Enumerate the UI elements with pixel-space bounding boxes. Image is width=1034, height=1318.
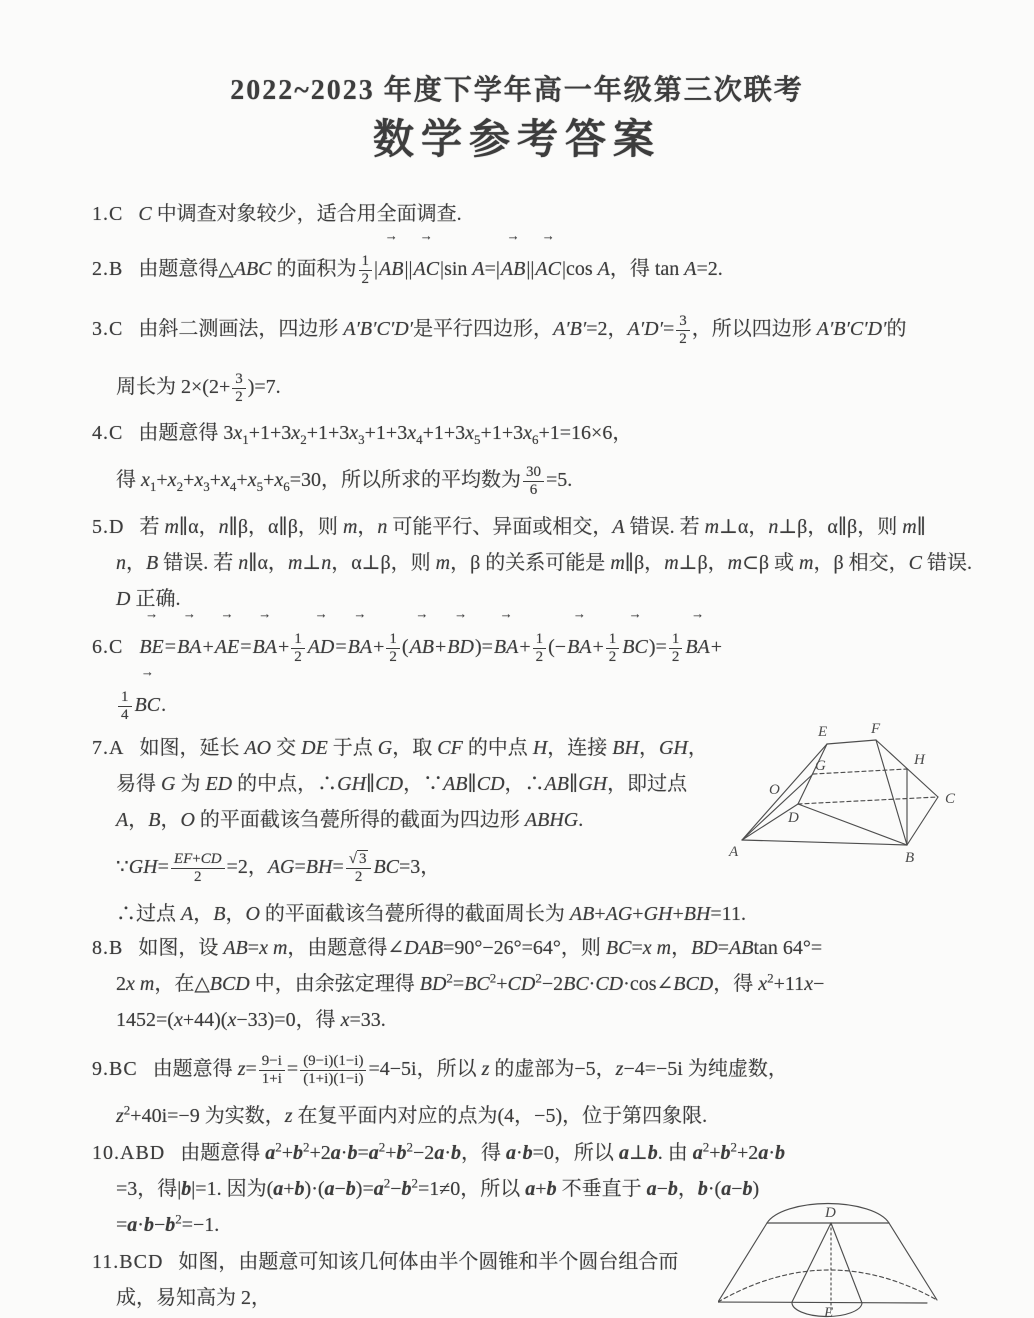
bold-vector: b xyxy=(450,1142,461,1164)
edge-BC xyxy=(907,797,938,845)
numerator: 1 xyxy=(669,631,683,649)
vector-arrow: → BA xyxy=(685,618,709,676)
numerator: EF+CD xyxy=(171,851,225,869)
bold-vector: a xyxy=(434,1142,445,1164)
answer-line: 成，易知高为 2， xyxy=(116,1287,271,1309)
vertex-label-H: H xyxy=(914,752,925,768)
bold-vector: a xyxy=(692,1142,703,1164)
fraction xyxy=(669,631,683,667)
numerator: 1 xyxy=(118,689,132,707)
vertex-label-G: G xyxy=(815,758,826,774)
answer-number: 3.C xyxy=(92,318,124,340)
numerator xyxy=(346,851,372,869)
denominator: 2 xyxy=(193,868,202,885)
vector-arrow: → AB xyxy=(410,618,434,676)
answer-item xyxy=(92,300,972,416)
subscript: 5 xyxy=(474,432,481,447)
superscript: 2 xyxy=(730,1139,738,1155)
bold-vector: b xyxy=(143,1214,154,1236)
vertex-label-F: F xyxy=(871,721,881,737)
superscript: 2 xyxy=(535,970,542,986)
cone-left-slant xyxy=(792,1223,831,1302)
numerator: 1 xyxy=(359,253,373,271)
denominator: 2 xyxy=(389,648,397,665)
figure-q11-frustum-cone xyxy=(718,1193,1028,1318)
superscript: 2 xyxy=(175,1211,182,1227)
answer-line: 1.C C 中调查对象较少，适合用全面调查. xyxy=(92,203,462,225)
superscript: 2 xyxy=(446,970,453,986)
answer-line: 8.B 如图，设 AB=x m，由题意得∠DAB=90°−26°=64°，则 BC=x m，BD=ABtan 64°= xyxy=(92,937,823,959)
answer-line: 4.C 由题意得 $3x_1+1+3x_2+1+3x_3+1+3x_4+1+3x_5+1+3x_6+1=16\times 6$， xyxy=(92,422,633,447)
answer-line: 5.D 若 m∥α，n∥β，α∥β，则 m，n 可能平行、异面或相交，A 错误. 若 m⊥α，n⊥β，α∥β，则 m∥ xyxy=(92,516,926,538)
denominator: 2 xyxy=(608,648,617,665)
bold-vector: a xyxy=(273,1178,284,1200)
answer-line: 6.C → BE=→ BA+→ AE=→ BA+ $\frac{1}{2}$ → AD=→ BA+ $\frac{1}{2}$ (→ AB+→ BD)=→ BA+ $\frac{1}{2}$ (−→ BA+ $\frac{1}{2}$ → BC)= $\frac{1}{2}$ → BA+ xyxy=(92,618,972,676)
answer-line: $z^2+40i=-9$ 为实数，z 在复平面内对应的点为(4，−5)，位于第四象限. xyxy=(116,1102,708,1127)
superscript: 2 xyxy=(767,970,774,986)
answer-item xyxy=(92,930,972,1038)
answer-line: A，B，O 的平面截该刍甍所得的截面为四边形 ABHG. xyxy=(116,809,584,831)
bold-vector: b xyxy=(546,1178,557,1200)
answer-line: $=a\cdot b-b^2=-1$. xyxy=(116,1211,220,1236)
superscript: 2 xyxy=(275,1139,282,1155)
fraction xyxy=(346,851,372,887)
radicand: 3 xyxy=(358,850,367,867)
answer-line: 3.C 由斜二测画法，四边形 A′B′C′D′是平行四边形，A′B′=2，A′D′= $\frac{3}{2}$ ，所以四边形 A′B′C′D′的 xyxy=(92,312,907,347)
answer-number: 10.ABD xyxy=(92,1142,166,1164)
subscript: 2 xyxy=(176,479,184,494)
answer-line: n，B 错误. 若 n∥α，m⊥n，α⊥β，则 m，β 的关系可能是 m∥β，m⊥β，m⊂β 或 m，β 相交，C 错误. xyxy=(116,552,972,574)
base-back-arc-dashed xyxy=(718,1270,937,1302)
fraction xyxy=(359,253,373,289)
answer-number: 7.A xyxy=(92,737,125,759)
bold-vector: b xyxy=(165,1214,176,1236)
vector-arrow: → BC xyxy=(135,676,161,734)
vector-arrow: → BA xyxy=(494,618,518,676)
edge-FB xyxy=(876,740,907,845)
answer-line: 7.A 如图，延长 AO 交 DE 于点 G，取 CF 的中点 H，连接 BH，GH， xyxy=(92,737,708,759)
fraction xyxy=(386,631,400,667)
bold-vector: a xyxy=(373,1178,384,1200)
vector-arrow: → AB xyxy=(379,240,403,298)
bold-vector: a xyxy=(127,1214,138,1236)
answer-number: 4.C xyxy=(92,422,124,444)
numerator: 30 xyxy=(523,464,544,482)
answer-line: 周长为 2×(2+ $\frac{3}{2}$ )=7. xyxy=(116,370,281,405)
superscript: 2 xyxy=(411,1175,419,1191)
denominator: 2 xyxy=(361,270,370,287)
bold-vector: b xyxy=(401,1178,412,1200)
superscript: 2 xyxy=(702,1139,710,1155)
denominator: 2 xyxy=(294,648,302,665)
numerator: 3 xyxy=(232,371,246,389)
vertex-label-C: C xyxy=(945,791,956,807)
base-label-E: E xyxy=(824,1305,834,1318)
answer-item xyxy=(92,415,972,509)
vertex-label-O: O xyxy=(769,782,780,798)
bold-vector: a xyxy=(265,1142,276,1164)
vector-arrow: → AE xyxy=(215,618,239,676)
bold-vector: a xyxy=(330,1142,341,1164)
answer-line: 得 $x_1+x_2+x_3+x_4+x_5+x_6=30$，所以所求的平均数为 $\frac{30}{6}$ =5. xyxy=(116,463,573,498)
answer-line: 2.B 由题意得△ABC 的面积为 $\frac{1}{2}$ |→ AB||→ AC|sin A=|→ AB||→ AC|cos A，得 tan A=2. xyxy=(92,240,972,298)
numerator: 1 xyxy=(291,631,305,649)
fraction xyxy=(523,464,544,500)
bold-vector: b xyxy=(181,1178,192,1200)
fraction xyxy=(606,631,620,667)
answer-line: 2x m，在△BCD 中，由余弦定理得 $BD^2=BC^2+CD^2-2BC\cdot CD\cdot\cos\angle BCD$，得 $x^2+11x-$ xyxy=(116,970,825,995)
vector-arrow: → BA xyxy=(567,618,591,676)
cone-right-slant xyxy=(831,1223,862,1303)
subscript: 4 xyxy=(229,479,237,494)
figure-q7-solid xyxy=(725,712,965,867)
vector-arrow: → AD xyxy=(308,618,335,676)
bold-vector: b xyxy=(294,1178,305,1200)
fraction xyxy=(232,371,246,407)
fraction xyxy=(171,851,225,887)
frustum-left-slant xyxy=(718,1223,767,1302)
answer-line: D 正确. xyxy=(116,588,181,610)
apex-label-D: D xyxy=(825,1205,836,1221)
answer-item xyxy=(92,240,972,298)
superscript: 2 xyxy=(383,1175,391,1191)
answer-line: $\frac{1}{4}$ → BC. xyxy=(92,676,972,734)
exam-title: 2022~2023 年度下学年高一年级第三次联考 xyxy=(230,75,804,106)
bold-vector: b xyxy=(345,1178,356,1200)
subscript: 1 xyxy=(242,432,249,447)
page-title: 数学参考答案 xyxy=(373,116,661,162)
bold-vector: b xyxy=(667,1178,678,1200)
bold-vector: a xyxy=(618,1142,629,1164)
denominator: 2 xyxy=(671,648,680,665)
superscript: 2 xyxy=(303,1139,310,1155)
vector-arrow: → BA xyxy=(177,618,201,676)
vector-arrow: → BD xyxy=(447,618,474,676)
subscript: 6 xyxy=(532,432,539,447)
answer-line: =3，得|b|=1. 因为$(a+b)\cdot(a-b)=a^2-b^2=1\ne 0$，所以 a+b 不垂直于 a−b，b·(a−b) xyxy=(116,1175,760,1200)
radical: √ 3 xyxy=(348,850,367,867)
answer-line: 易得 G 为 ED 的中点，∴GH∥CD，∵AB∥CD，∴AB∥GH，即过点 xyxy=(116,773,688,795)
answer-number: 11.BCD xyxy=(92,1251,164,1273)
denominator: 2 xyxy=(535,648,544,665)
vertex-label-E: E xyxy=(818,724,828,740)
subscript: 2 xyxy=(300,432,307,447)
vector-arrow: → BA xyxy=(253,618,277,676)
bold-vector: b xyxy=(347,1142,358,1164)
segment-DC-dashed xyxy=(798,797,938,804)
answer-line: ∵GH= $\frac{EF+CD}{2}$ =2，AG=BH= $\frac{√ 3}{2}$ BC=3， xyxy=(116,850,441,885)
answer-number: 1.C xyxy=(92,203,124,225)
bold-vector: b xyxy=(396,1142,407,1164)
answer-number: 6.C xyxy=(92,636,124,658)
answer-number: 5.D xyxy=(92,516,125,538)
bold-vector: b xyxy=(742,1178,753,1200)
vector-arrow: → BC xyxy=(622,618,648,676)
numerator: 1 xyxy=(533,631,547,649)
superscript: 2 xyxy=(123,1102,131,1118)
fraction xyxy=(300,1053,366,1089)
answer-number: 9.BC xyxy=(92,1058,138,1080)
edge-AB xyxy=(742,840,907,845)
bold-vector: b xyxy=(522,1142,533,1164)
vector-arrow: → AC xyxy=(535,240,561,298)
vertex-label-D: D xyxy=(788,810,799,826)
answer-line: 10.ABD 由题意得 $a^2+b^2+2a\cdot b=a^2+b^2-2a\cdot b$，得 a·b=0，所以 a⊥b. 由 $a^2+b^2+2a\cdot b$ xyxy=(92,1139,785,1164)
bold-vector: a xyxy=(646,1178,657,1200)
subscript: 4 xyxy=(416,432,423,447)
vector-arrow: → BA xyxy=(348,618,372,676)
bold-vector: a xyxy=(721,1178,732,1200)
denominator: 2 xyxy=(679,330,687,347)
answer-line: 11.BCD 如图，由题意可知该几何体由半个圆锥和半个圆台组合而 xyxy=(92,1251,679,1273)
segment-GH-dashed xyxy=(813,769,907,774)
bold-vector: b xyxy=(647,1142,658,1164)
numerator: (9−i)(1−i) xyxy=(300,1053,366,1071)
vector-arrow: → AB xyxy=(501,240,525,298)
denominator: 6 xyxy=(529,481,538,498)
denominator: 1+i xyxy=(261,1070,282,1087)
bold-vector: b xyxy=(720,1142,731,1164)
answer-item xyxy=(92,509,972,617)
answer-item xyxy=(92,1040,972,1134)
superscript: 2 xyxy=(406,1139,414,1155)
segment-BD xyxy=(798,804,907,845)
subscript: 3 xyxy=(203,479,210,494)
fraction xyxy=(533,631,547,667)
denominator: 4 xyxy=(121,706,129,723)
bold-vector: a xyxy=(758,1142,769,1164)
fraction xyxy=(291,631,305,667)
denominator: 2 xyxy=(354,868,363,885)
answer-number: 8.B xyxy=(92,937,124,959)
bold-vector: a xyxy=(368,1142,379,1164)
fraction xyxy=(259,1053,285,1089)
superscript: 2 xyxy=(489,970,497,986)
subscript: 6 xyxy=(283,479,290,494)
vector-arrow: → BE xyxy=(139,618,163,676)
answer-line: ∴过点 A，B，O 的平面截该刍甍所得的截面周长为 AB+AG+GH+BH=11. xyxy=(116,903,746,925)
answer-item xyxy=(92,196,972,232)
denominator: 2 xyxy=(235,388,243,405)
edge-FE xyxy=(827,740,876,744)
bold-vector: a xyxy=(525,1178,536,1200)
bold-vector: b xyxy=(774,1142,785,1164)
answer-number: 2.B xyxy=(92,258,124,280)
numerator: 3 xyxy=(676,313,690,331)
answer-line: 9.BC 由题意得 z= $\frac{9-i}{1+i}$ = $\frac{(9-i)(1-i)}{(1+i)(1-i)}$ =4−5i，所以 z 的虚部为−5，z−4=−5i 为纯虚数， xyxy=(92,1052,788,1087)
superscript: 2 xyxy=(378,1139,386,1155)
subscript: 1 xyxy=(149,479,157,494)
denominator: (1+i)(1−i) xyxy=(303,1070,364,1087)
bold-vector: b xyxy=(293,1142,304,1164)
fraction xyxy=(118,689,132,725)
frustum-bottom-edge xyxy=(718,1302,927,1303)
numerator: 9−i xyxy=(259,1053,285,1071)
numerator: 1 xyxy=(386,631,400,649)
bold-vector: b xyxy=(697,1178,708,1200)
vertex-label-B: B xyxy=(905,850,915,866)
answer-line: 1452=(x+44)(x−33)=0，得 x=33. xyxy=(116,1009,386,1031)
subscript: 3 xyxy=(358,432,365,447)
bold-vector: a xyxy=(505,1142,516,1164)
subscript: 5 xyxy=(256,479,264,494)
vector-arrow: → AC xyxy=(413,240,439,298)
numerator: 1 xyxy=(606,631,620,649)
vertex-label-A: A xyxy=(729,844,739,860)
fraction xyxy=(676,313,690,349)
bold-vector: a xyxy=(324,1178,335,1200)
